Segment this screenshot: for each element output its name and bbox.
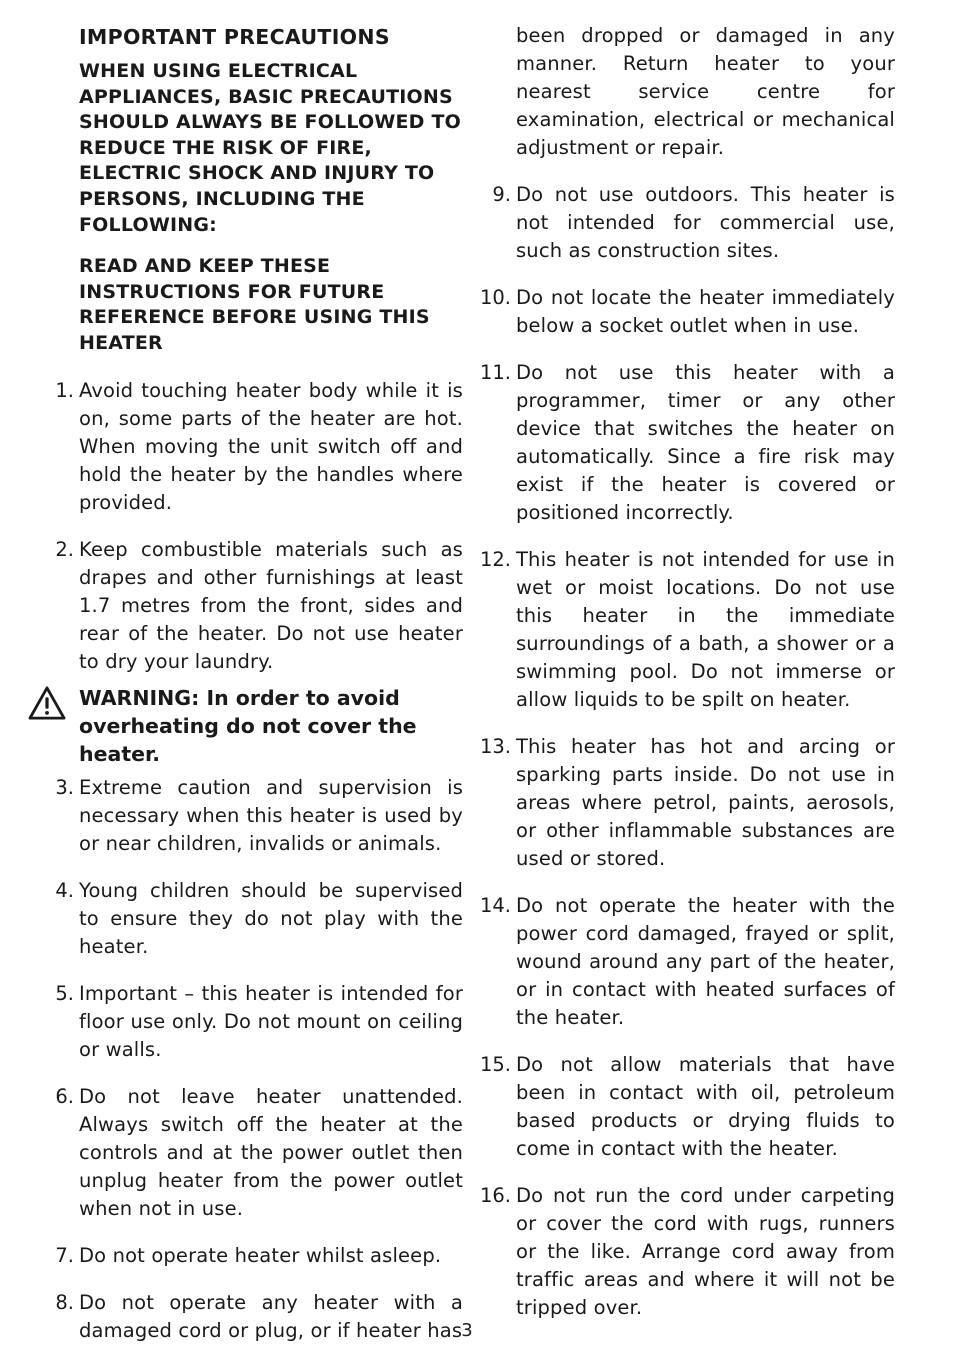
list-item <box>55 1242 463 1270</box>
item-text: Do not operate heater whilst asleep. <box>79 1243 442 1267</box>
page-number: 3 <box>461 1320 473 1341</box>
item-number: 7. <box>55 1243 74 1267</box>
list-item <box>55 980 463 1064</box>
item-text: Young children should be supervised to ensure they do not play with the heater. <box>79 878 463 958</box>
warning-triangle-icon <box>28 686 66 720</box>
item-number: 16. <box>479 1184 511 1207</box>
item-number: 9. <box>492 183 511 206</box>
item-number: 8. <box>55 1290 74 1314</box>
item-number: 15. <box>479 1053 511 1076</box>
item-text: Do not operate any heater with a damaged cord or plug, or if heater has <box>79 1290 463 1342</box>
list-item <box>55 377 463 517</box>
item-text: Do not locate the heater immediately below a socket outlet when in use. <box>516 286 895 337</box>
list-item <box>55 774 463 858</box>
warning-text: WARNING: In order to avoid overheating do not cover the heater. <box>79 685 417 766</box>
list-item <box>479 1051 895 1163</box>
item-text: Do not leave heater unattended. Always switch off the heater at the controls and at the power outlet then unplug heater from the power outlet when not in use. <box>79 1084 463 1220</box>
read-keep-notice: READ AND KEEP THESE INSTRUCTIONS FOR FUTURE REFERENCE BEFORE USING THIS HEATER <box>79 255 430 354</box>
list-item <box>492 181 895 265</box>
item-text: Do not use outdoors. This heater is not intended for commercial use, such as construction sites. <box>516 183 895 262</box>
item-number: 2. <box>55 537 74 561</box>
item-number: 11. <box>479 361 511 384</box>
item-text: Keep combustible materials such as drapes and other furnishings at least 1.7 metres from the front, sides and rear of the heater. Do not use heater to dry your laundry. <box>79 537 463 673</box>
list-item <box>55 877 463 961</box>
item-number: 4. <box>55 878 74 902</box>
list-item <box>479 1182 895 1322</box>
right-column <box>479 22 895 1341</box>
item-number: 12. <box>479 548 511 571</box>
item-continuation <box>516 22 895 162</box>
item-number: 1. <box>55 378 74 402</box>
item-number: 10. <box>479 286 511 309</box>
list-item <box>479 284 895 340</box>
item-text: Important – this heater is intended for floor use only. Do not mount on ceiling or walls. <box>79 981 463 1061</box>
item-text: Do not operate the heater with the power cord damaged, frayed or split, wound around any part of the heater, or in contact with heated surfaces of the heater. <box>516 894 895 1029</box>
item-text: Extreme caution and supervision is necessary when this heater is used by or near children, invalids or animals. <box>79 775 463 855</box>
item-text: Do not run the cord under carpeting or cover the cord with rugs, runners or the like. Arrange cord away from traffic areas and where it will not be tripped over. <box>516 1184 895 1319</box>
intro-precautions: WHEN USING ELECTRICAL APPLIANCES, BASIC PRECAUTIONS SHOULD ALWAYS BE FOLLOWED TO REDUCE THE RISK OF FIRE, ELECTRIC SHOCK AND INJURY TO PERSONS, INCLUDING THE FOLLOWING: <box>79 60 461 236</box>
list-item <box>479 546 895 714</box>
item-number: 13. <box>479 735 511 758</box>
item-number: 14. <box>479 894 511 917</box>
item-number: 5. <box>55 981 74 1005</box>
item-text: This heater has hot and arcing or sparking parts inside. Do not use in areas where petrol, paints, aerosols, or other inflammable substances are used or stored. <box>516 735 895 870</box>
list-item <box>55 536 463 676</box>
warning-block <box>79 684 463 768</box>
item-text: This heater is not intended for use in wet or moist locations. Do not use this heater in the immediate surroundings of a bath, a shower or a swimming pool. Do not immerse or allow liquids to be spilt on heater. <box>516 548 895 711</box>
list-item <box>479 733 895 873</box>
list-item <box>479 892 895 1032</box>
item-text: Do not allow materials that have been in contact with oil, petroleum based products or drying fluids to come in contact with the heater. <box>516 1053 895 1160</box>
page-title: IMPORTANT PRECAUTIONS <box>79 25 390 49</box>
item-text: Do not use this heater with a programmer, timer or any other device that switches the heater on automatically. Since a fire risk may exist if the heater is covered or positioned incorrectly. <box>516 361 895 524</box>
list-item <box>55 1083 463 1223</box>
list-item <box>479 359 895 527</box>
item-number: 6. <box>55 1084 74 1108</box>
left-column <box>55 22 463 1364</box>
item-text: been dropped or damaged in any manner. Return heater to your nearest service centre for examination, electrical or mechanical adjustment or repair. <box>516 24 895 159</box>
item-number: 3. <box>55 775 74 799</box>
item-text: Avoid touching heater body while it is on, some parts of the heater are hot. When moving the unit switch off and hold the heater by the handles where provided. <box>79 378 463 514</box>
